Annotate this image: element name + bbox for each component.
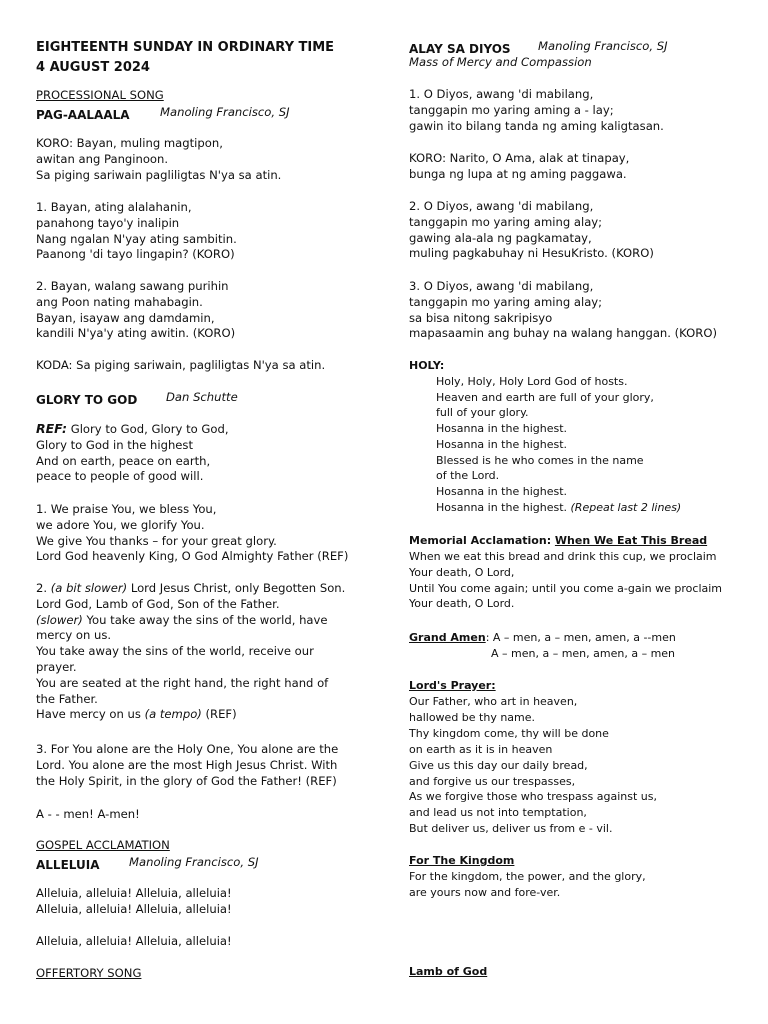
- text-line: peace to people of good will.: [36, 469, 204, 484]
- lamb-label: Lamb of God: [409, 965, 488, 978]
- text-line: Hosanna in the highest.: [436, 484, 568, 498]
- text-line: 1. O Diyos, awang 'di mabilang,: [409, 87, 594, 101]
- text-line: kandili N'ya'y ating awitin. (KORO): [36, 326, 236, 341]
- text-line: Alleluia, alleluia! Alleluia, alleluia!: [36, 934, 232, 948]
- page-title: EIGHTEENTH SUNDAY IN ORDINARY TIME 4 AUGUST 2024: [36, 40, 335, 75]
- processional-koda: KODA: Sa piging sariwain, pagliligtas N'ya sa atin.: [36, 358, 326, 372]
- processional-label: PROCESSIONAL SONG: [36, 88, 164, 102]
- text-line: You are seated at the right hand, the right hand of: [36, 675, 329, 690]
- alay-verse-2: [409, 199, 654, 262]
- gospel-heading: [36, 854, 259, 873]
- text-line: Glory to God in the highest: [36, 437, 194, 452]
- alay-verse-1: [409, 87, 664, 134]
- song-title: PAG-AALAALA: [36, 108, 130, 122]
- grand-amen: Grand Amen: A – men, a – men, amen, a --men A – men, a – men, amen, a – men: [409, 631, 676, 660]
- text-line: But deliver us, deliver us from e - vil.: [409, 822, 613, 836]
- memorial-heading: Memorial Acclamation: When We Eat This Bread: [409, 534, 708, 547]
- alleluia-lines: [36, 934, 232, 950]
- processional-verse-1: [36, 200, 237, 263]
- text-line: Nang ngalan N'yay ating sambitin.: [36, 231, 237, 246]
- text-line: mercy on us.: [36, 628, 112, 643]
- gloria-heading: [36, 389, 238, 408]
- text-line: Your death, O Lord,: [409, 565, 515, 579]
- lords-prayer-lines: [409, 694, 657, 837]
- offertory-label: OFFERTORY SONG: [36, 966, 142, 980]
- processional-koro: [36, 136, 281, 183]
- alay-verse-3: [409, 279, 717, 342]
- text-line: Bayan, isayaw ang damdamin,: [36, 310, 215, 325]
- kingdom-label: For The Kingdom: [409, 854, 515, 867]
- text-line: 1. Bayan, ating alalahanin,: [36, 200, 192, 214]
- memorial-lines: [409, 549, 722, 612]
- gloria-amen: A - - men! A-men!: [36, 807, 140, 821]
- text-line: Blessed is he who comes in the name: [436, 453, 644, 467]
- text-line: muling pagkabuhay ni HesuKristo. (KORO): [409, 246, 654, 261]
- text-line: KORO: Narito, O Ama, alak at tinapay,: [409, 151, 630, 165]
- gloria-verse-2: 2. (a bit slower) Lord Jesus Christ, only Begotten Son. Lord God, Lamb of God, Son of the Father. (slower) You take away the sins of the world, have mercy on us. You take away the sins of the world, receive our prayer. You are seated at the right hand, the right hand of the Father. Have mercy on us (a tempo) (REF): [36, 581, 346, 722]
- text-line: Lord God heavenly King, O God Almighty Father (REF): [36, 549, 349, 564]
- text-line: Hosanna in the highest.: [436, 437, 568, 451]
- text-line: tanggapin mo yaring aming alay;: [409, 294, 603, 309]
- text-line: When we eat this bread and drink this cup, we proclaim: [409, 550, 717, 563]
- text-line: And on earth, peace on earth,: [36, 453, 211, 468]
- text-line: bunga ng lupa at ng aming paggawa.: [409, 166, 627, 181]
- text-line: 2. O Diyos, awang 'di mabilang,: [409, 199, 594, 213]
- text-line: Sa piging sariwain pagliligtas N'ya sa atin.: [36, 167, 282, 182]
- text-line: sa bisa nitong sakripisyo: [409, 310, 553, 325]
- gloria-verse-1: [36, 502, 348, 565]
- holy-label: HOLY:: [409, 359, 445, 372]
- text-line: panahong tayo'y inalipin: [36, 215, 180, 230]
- text-line: As we forgive those who trespass against us,: [409, 790, 657, 804]
- text-line: Alleluia, alleluia! Alleluia, alleluia!: [36, 886, 232, 900]
- composer: Manoling Francisco, SJ: [129, 855, 259, 869]
- text-line: Until You come again; until you come a-gain we proclaim: [409, 581, 723, 595]
- text-line: Thy kingdom come, thy will be done: [409, 726, 609, 740]
- text-line: we adore You, we glorify You.: [36, 517, 205, 532]
- text-line: Your death, O Lord.: [409, 597, 515, 611]
- holy-lines: Holy, Holy, Holy Lord God of hosts. Heaven and earth are full of your glory, full of your glory. Hosanna in the highest. Hosanna in the highest. Blessed is he who comes in the name of the Lord. Hosanna in the highest. Hosanna in the highest. (Repeat last 2 lines): [436, 375, 682, 514]
- text-line: KORO: Bayan, muling magtipon,: [36, 136, 223, 150]
- text-line: 1. We praise You, we bless You,: [36, 502, 217, 516]
- alay-koro: [409, 151, 629, 183]
- composer: Dan Schutte: [166, 390, 238, 404]
- text-line: Alleluia, alleluia! Alleluia, alleluia!: [36, 901, 232, 916]
- song-title: ALLELUIA: [36, 858, 100, 872]
- text-line: For the kingdom, the power, and the glory,: [409, 870, 646, 883]
- text-line: of the Lord.: [436, 469, 500, 483]
- gloria-refrain: REF: Glory to God, Glory to God, Glory to God in the highest And on earth, peace on earth, peace to people of good will.: [36, 421, 229, 484]
- text-line: on earth as it is in heaven: [409, 742, 553, 756]
- text-line: awitan ang Panginoon.: [36, 151, 169, 166]
- text-line: and forgive us our trespasses,: [409, 774, 576, 788]
- kingdom-lines: [409, 869, 646, 901]
- text-line: Holy, Holy, Holy Lord God of hosts.: [436, 375, 628, 388]
- composer: Manoling Francisco, SJ: [538, 39, 668, 53]
- text-line: prayer.: [36, 659, 77, 674]
- text-line: tanggapin mo yaring aming alay;: [409, 214, 603, 229]
- gospel-label: GOSPEL ACCLAMATION: [36, 838, 170, 852]
- processional-heading: [36, 104, 290, 123]
- lords-prayer-label: Lord's Prayer:: [409, 679, 496, 692]
- alleluia-lines: [36, 886, 232, 918]
- text-line: Paanong 'di tayo lingapin? (KORO): [36, 247, 235, 262]
- text-line: the Father.: [36, 691, 98, 706]
- text-line: are yours now and fore-ver.: [409, 885, 561, 899]
- text-line: gawin ito bilang tanda ng aming kaligtasan.: [409, 118, 664, 133]
- text-line: Give us this day our daily bread,: [409, 758, 588, 772]
- text-line: and lead us not into temptation,: [409, 806, 587, 820]
- text-line: Hosanna in the highest.: [436, 422, 568, 436]
- song-title: ALAY SA DIYOS: [409, 42, 511, 56]
- text-line: tanggapin mo yaring aming a - lay;: [409, 102, 614, 117]
- text-line: 3. For You alone are the Holy One, You alone are the: [36, 742, 339, 756]
- text-line: full of your glory.: [436, 406, 529, 420]
- processional-verse-2: [36, 279, 235, 342]
- text-line: Lord. You alone are the most High Jesus Christ. With: [36, 757, 338, 772]
- song-title: GLORY TO GOD: [36, 393, 138, 407]
- text-line: ang Poon nating mahabagin.: [36, 294, 203, 309]
- text-line: 3. O Diyos, awang 'di mabilang,: [409, 279, 594, 293]
- text-line: gawing ala-ala ng pagkamatay,: [409, 230, 592, 245]
- text-line: Our Father, who art in heaven,: [409, 695, 578, 708]
- text-line: hallowed be thy name.: [409, 710, 536, 724]
- composer: Manoling Francisco, SJ: [160, 105, 290, 119]
- text-line: 2. Bayan, walang sawang purihin: [36, 279, 229, 293]
- text-line: the Holy Spirit, in the glory of God the Father! (REF): [36, 773, 337, 788]
- text-line: We give You thanks – for your great glory.: [36, 533, 277, 548]
- text-line: You take away the sins of the world, receive our: [36, 644, 314, 659]
- mass-name: Mass of Mercy and Compassion: [409, 55, 592, 69]
- text-line: mapasaamin ang buhay na walang hanggan. (KORO): [409, 326, 717, 341]
- gloria-verse-3: [36, 742, 338, 789]
- text-line: Heaven and earth are full of your glory,: [436, 390, 654, 404]
